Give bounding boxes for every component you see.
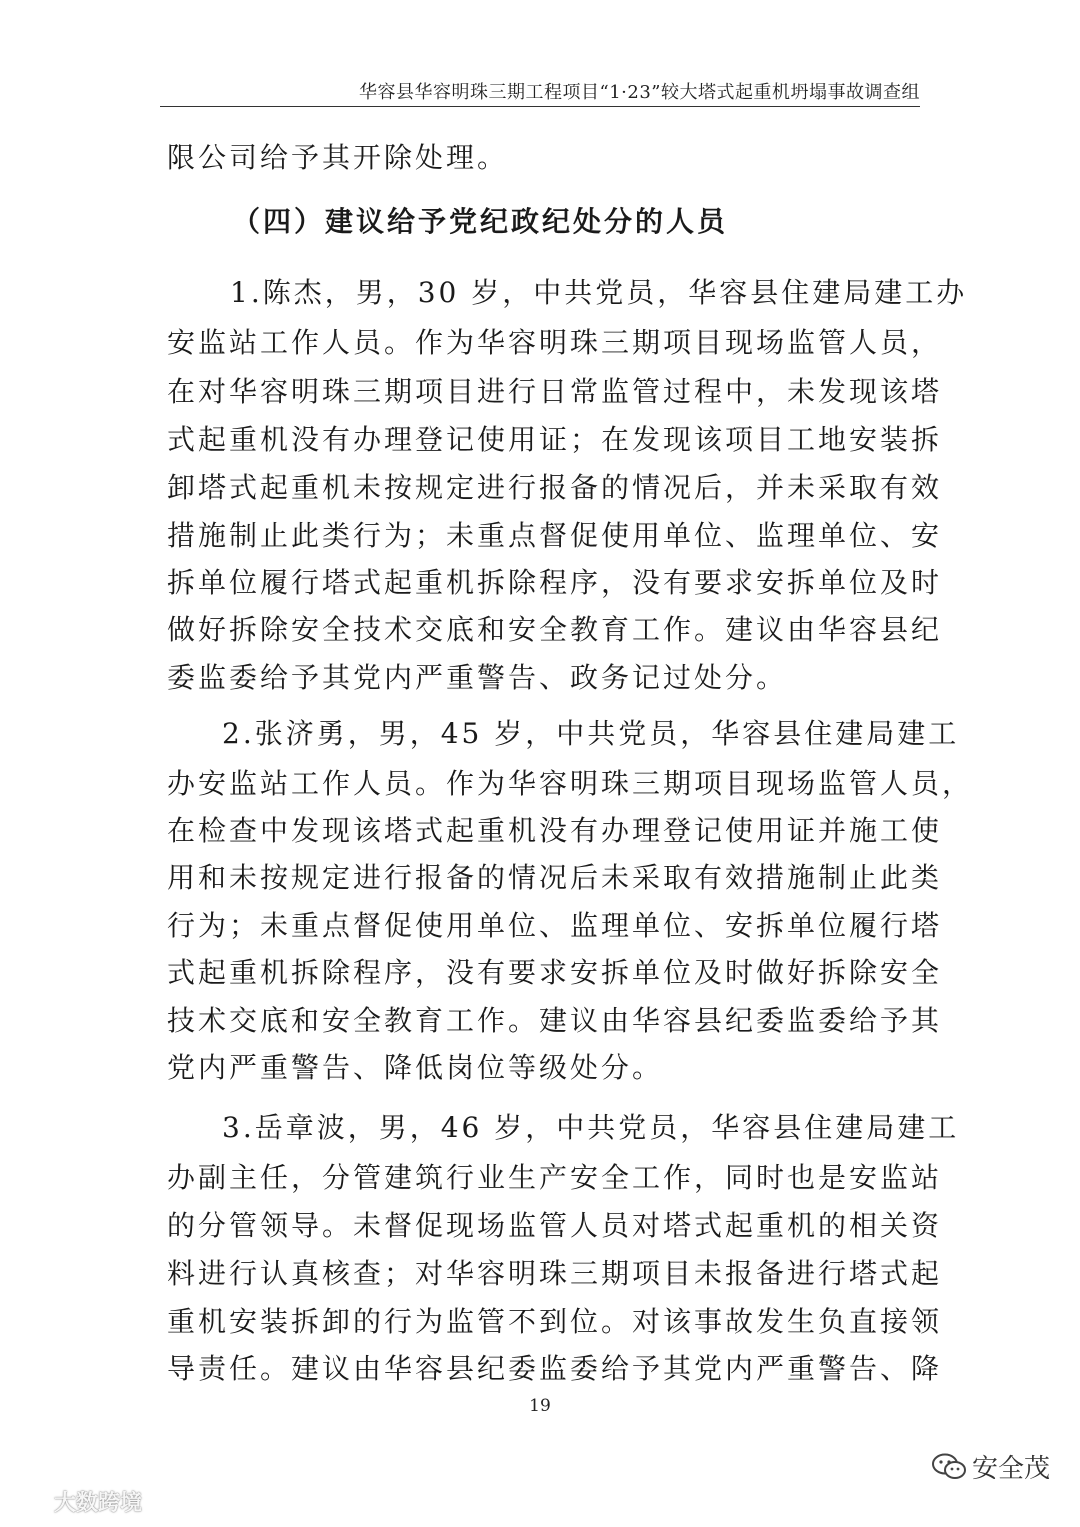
- wechat-icon: [932, 1453, 966, 1481]
- paragraph-2-line: 2.张济勇，男，45 岁，中共党员，华容县住建局建工: [222, 717, 960, 750]
- paragraph-3-line: 重机安装拆卸的行为监管不到位。对该事故发生负直接领: [167, 1305, 943, 1338]
- paragraph-2-line: 技术交底和安全教育工作。建议由华容县纪委监委给予其: [167, 1004, 943, 1037]
- paragraph-3-line: 料进行认真核查；对华容明珠三期项目未报备进行塔式起: [167, 1257, 943, 1290]
- header-rule: [160, 106, 920, 107]
- paragraph-2-line: 行为；未重点督促使用单位、监理单位、安拆单位履行塔: [167, 909, 943, 942]
- page-header-title: 华容县华容明珠三期工程项目“1·23”较大塔式起重机坍塌事故调查组: [359, 82, 920, 103]
- watermark-right-text: 安全茂: [971, 1454, 1050, 1484]
- paragraph-1-line: 委监委给予其党内严重警告、政务记过处分。: [167, 661, 788, 694]
- paragraph-2-line: 在检查中发现该塔式起重机没有办理登记使用证并施工使: [167, 814, 943, 847]
- watermark-left-text: 大数跨境: [54, 1491, 143, 1516]
- watermark-left: [6, 1486, 142, 1517]
- paragraph-1-line: 措施制止此类行为；未重点督促使用单位、监理单位、安: [167, 519, 943, 552]
- section-heading: （四）建议给予党纪政纪处分的人员: [232, 205, 729, 238]
- watermark-right: [932, 1448, 1050, 1485]
- paragraph-1-line: 1.陈杰，男，30 岁，中共党员，华容县住建局建工办: [230, 276, 968, 309]
- paragraph-1-line: 卸塔式起重机未按规定进行报备的情况后，并未采取有效: [167, 471, 943, 504]
- logo-icon: [6, 1490, 50, 1514]
- paragraph-2-line: 办安监站工作人员。作为华容明珠三期项目现场监管人员，: [167, 767, 974, 800]
- paragraph-3-line: 导责任。建议由华容县纪委监委给予其党内严重警告、降: [167, 1352, 943, 1385]
- paragraph-3-line: 的分管领导。未督促现场监管人员对塔式起重机的相关资: [167, 1209, 943, 1242]
- paragraph-3-line: 办副主任，分管建筑行业生产安全工作，同时也是安监站: [167, 1161, 943, 1194]
- paragraph-1-line: 在对华容明珠三期项目进行日常监管过程中，未发现该塔: [167, 375, 943, 408]
- paragraph-2-line: 式起重机拆除程序，没有要求安拆单位及时做好拆除安全: [167, 956, 943, 989]
- paragraph-3-line: 3.岳章波，男，46 岁，中共党员，华容县住建局建工: [222, 1111, 960, 1144]
- intro-line: 限公司给予其开除处理。: [167, 141, 509, 174]
- paragraph-1-line: 做好拆除安全技术交底和安全教育工作。建议由华容县纪: [167, 613, 943, 646]
- paragraph-1-line: 式起重机没有办理登记使用证；在发现该项目工地安装拆: [167, 423, 943, 456]
- page-number: 19: [529, 1396, 551, 1416]
- paragraph-2-line: 党内严重警告、降低岗位等级处分。: [167, 1051, 664, 1084]
- paragraph-1-line: 安监站工作人员。作为华容明珠三期项目现场监管人员，: [167, 326, 943, 359]
- paragraph-2-line: 用和未按规定进行报备的情况后未采取有效措施制止此类: [167, 861, 943, 894]
- paragraph-1-line: 拆单位履行塔式起重机拆除程序，没有要求安拆单位及时: [167, 566, 943, 599]
